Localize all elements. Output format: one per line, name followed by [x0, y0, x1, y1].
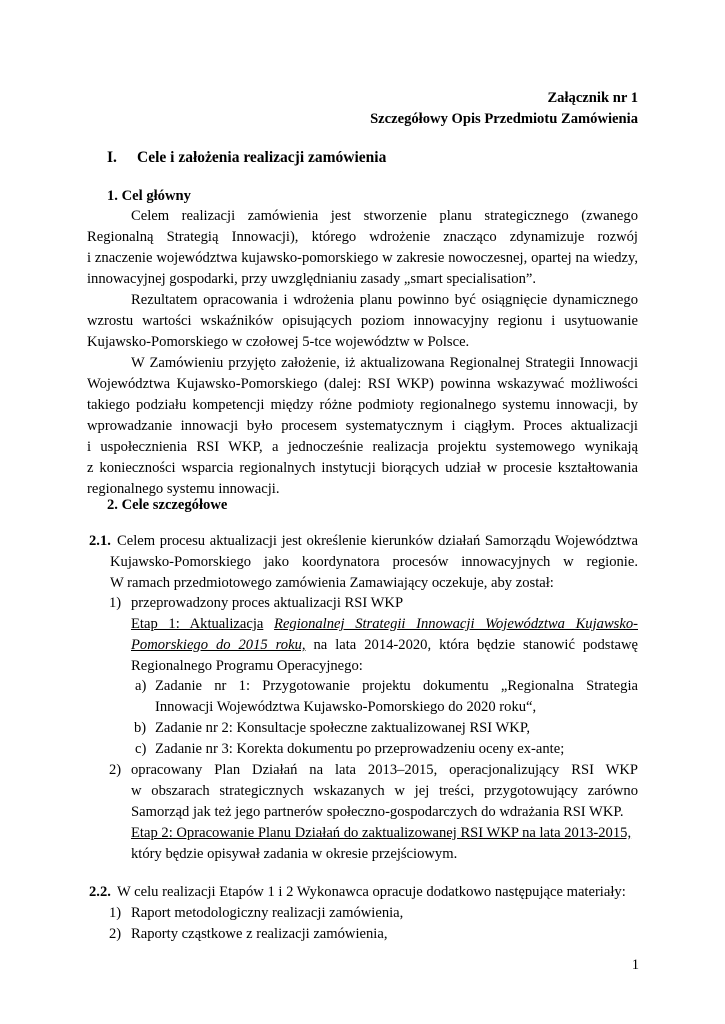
stage1-prefix: Etap 1: Aktualizacja — [131, 616, 264, 632]
list-item-text: Raporty cząstkowe z realizacji zamówienia, — [131, 926, 388, 942]
stage1-line — [131, 635, 638, 656]
task-letter: a) — [135, 678, 147, 694]
task-line: Zadanie nr 3: Korekta dokumentu po przeprowadzeniu oceny ex-ante; — [155, 741, 565, 757]
list-number: 2) — [109, 926, 122, 942]
attachment-label: Załącznik nr 1 — [547, 90, 638, 106]
list-item-text: przeprowadzony proces aktualizacji RSI WKP — [131, 595, 404, 611]
task-line: Zadanie nr 2: Konsultacje społeczne zaktualizowanej RSI WKP, — [155, 720, 530, 736]
task-line: Zadanie nr 1: Przygotowanie projektu dokumentu „Regionalna Strategia — [155, 678, 638, 694]
subsection-number: 2.2. — [89, 884, 111, 900]
stage1-line — [131, 614, 638, 635]
page-number: 1 — [631, 957, 639, 973]
document-subtitle: Szczegółowy Opis Przedmiotu Zamówienia — [370, 111, 638, 127]
task-line: Innowacji Województwa Kujawsko-Pomorskiego do 2020 roku“, — [155, 699, 537, 715]
list-item-line: w obszarach strategicznych wskazanych w jej treści, przygotowujący zarówno — [131, 783, 638, 799]
goals-detail-heading: 2. Cele szczegółowe — [107, 497, 228, 513]
list-number: 1) — [109, 595, 122, 611]
paragraph-line: i znaczenie województwa kujawsko-pomorskiego w zakresie nowoczesnej, opartej na wiedzy, — [87, 250, 638, 266]
subsection-line: W celu realizacji Etapów 1 i 2 Wykonawca opracuje dodatkowo następujące materiały: — [117, 884, 626, 900]
paragraph-line: wzrostu wartości wskaźników opisujących poziom innowacyjny regionu i usytuowanie — [87, 313, 638, 329]
paragraph-line: W Zamówieniu przyjęto założenie, iż aktualizowana Regionalnej Strategii Innowacji — [131, 355, 638, 371]
subsection-number: 2.1. — [89, 533, 111, 549]
paragraph-line: i uspołecznienia RSI WKP, a jednocześnie realizacja projektu systemowego wynikają — [87, 439, 638, 455]
subsection-line: W ramach przedmiotowego zamówienia Zamawiający oczekuje, aby został: — [110, 575, 554, 591]
list-number: 2) — [109, 762, 122, 778]
section-title: Cele i założenia realizacji zamówienia — [137, 149, 387, 166]
paragraph-line: Celem realizacji zamówienia jest stworzenie planu strategicznego (zwanego — [131, 208, 638, 224]
stage1-line: Regionalnego Programu Operacyjnego: — [131, 658, 363, 674]
stage1-rest: na lata 2014-2020, która będzie stanowić podstawę — [313, 637, 638, 653]
paragraph-line: regionalnego systemu innowacji. — [87, 481, 280, 497]
paragraph-line: takiego podziału kompetencji między różne podmioty regionalnego systemu innowacji, by — [87, 397, 638, 413]
paragraph-line: Kujawsko-Pomorskiego w czołowej 5-tce województw w Polsce. — [87, 334, 470, 350]
paragraph-line: Regionalną Strategią Innowacji), którego wdrożenie znacząco zdynamizuje rozwój — [87, 229, 638, 245]
stage1-title-part2: Pomorskiego do 2015 roku, — [131, 637, 306, 653]
list-item-text: Raport metodologiczny realizacji zamówienia, — [131, 905, 404, 921]
list-item-line: opracowany Plan Działań na lata 2013–2015, operacjonalizujący RSI WKP — [131, 762, 638, 778]
stage2-line: Etap 2: Opracowanie Planu Działań do zaktualizowanej RSI WKP na lata 2013-2015, — [131, 825, 632, 841]
paragraph-line: wprowadzanie innowacji było procesem systematycznym i ciągłym. Proces aktualizacji — [87, 418, 638, 434]
section-number: I. — [107, 149, 117, 166]
subsection-line: Kujawsko-Pomorskiego jako koordynatora procesów innowacyjnych w regionie. — [110, 554, 638, 570]
paragraph-line: Rezultatem opracowania i wdrożenia planu powinno być osiągnięcie dynamicznego — [131, 292, 638, 308]
paragraph-line: Województwa Kujawsko-Pomorskiego (dalej: RSI WKP) powinna wskazywać możliwości — [87, 376, 638, 392]
list-number: 1) — [109, 905, 122, 921]
task-letter: c) — [135, 741, 147, 757]
task-letter: b) — [134, 720, 147, 736]
goal-main-heading: 1. Cel główny — [107, 188, 191, 204]
stage1-title-part1: Regionalnej Strategii Innowacji Województwa Kujawsko- — [274, 616, 638, 632]
subsection-line: Celem procesu aktualizacji jest określenie kierunków działań Samorządu Województwa — [117, 533, 638, 549]
list-item-line: Samorząd jak też jego partnerów społeczno-gospodarczych do wdrażania RSI WKP. — [131, 804, 624, 820]
paragraph-line: innowacyjnej gospodarki, przy uwzględnianiu zasady „smart specialisation”. — [87, 271, 537, 287]
paragraph-line: z konieczności wsparcia regionalnych instytucji biorących udział w procesie kształtowania — [87, 460, 638, 476]
stage2-tail: który będzie opisywał zadania w okresie przejściowym. — [131, 846, 458, 862]
